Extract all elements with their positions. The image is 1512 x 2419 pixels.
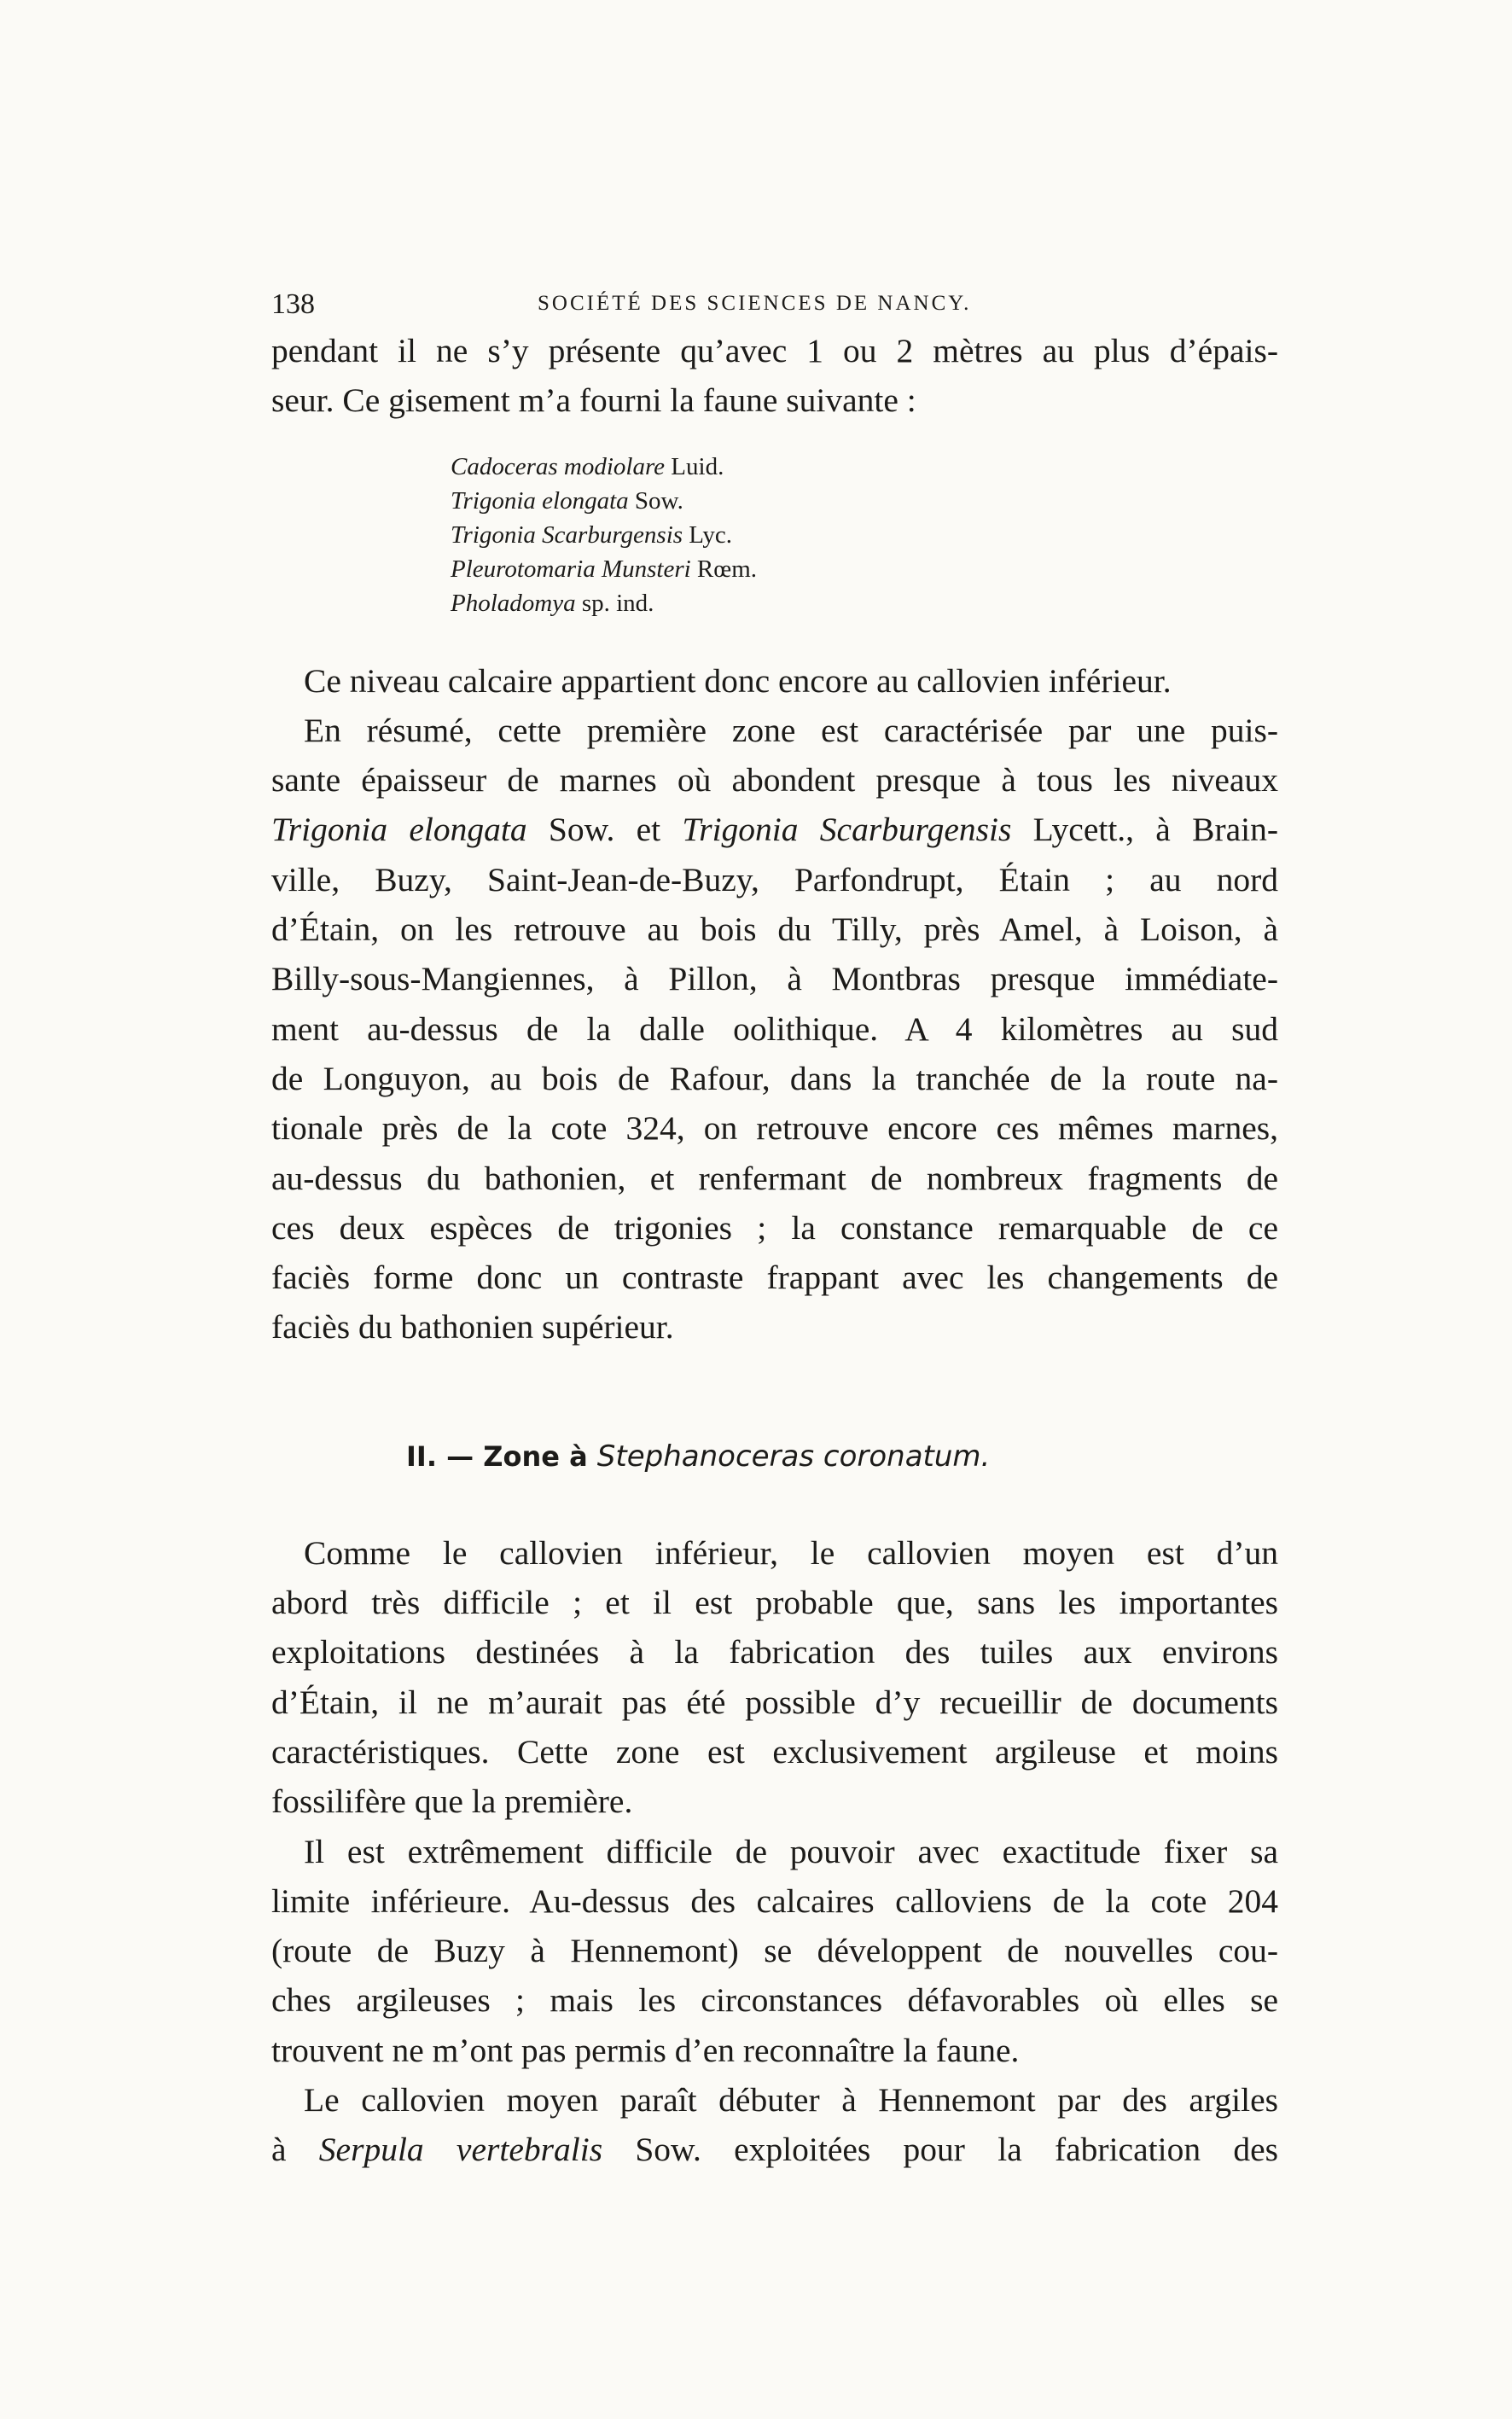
taxon-italic: Trigonia Scarburgensis	[682, 811, 1012, 849]
text-line: Comme le callovien inférieur, le callovien moyen est d’un	[304, 1533, 1278, 1572]
text-line	[271, 2125, 1278, 2174]
text-line: ment au-dessus de la dalle oolithique. A 4 kilomètres au sud	[271, 1009, 1278, 1048]
text-line: En résumé, cette première zone est caractérisée par une puis-	[304, 711, 1278, 749]
paragraph-conclusion	[271, 656, 1278, 706]
text-line: trouvent ne m’ont pas permis d’en reconnaître la faune.	[271, 2031, 1020, 2069]
species-item	[451, 552, 1278, 586]
text-line: limite inférieure. Au-dessus des calcaires calloviens de la cote 204	[271, 1881, 1278, 1920]
paragraph-lower-limit	[271, 1827, 1278, 2075]
taxon-italic: Serpula vertebralis	[318, 2131, 603, 2169]
species-item	[451, 518, 1278, 552]
species-name: Trigonia Scarburgensis	[451, 520, 683, 549]
species-author: sp. ind.	[581, 589, 654, 617]
paragraph-middle-callovian	[271, 1528, 1278, 1827]
section-number: II. — Zone à	[406, 1439, 597, 1473]
book-page	[271, 288, 1278, 2175]
taxon-italic: Trigonia elongata	[271, 811, 527, 849]
text-line: faciès du bathonien supérieur.	[271, 1308, 674, 1346]
page-number: 138	[271, 288, 315, 320]
text-line: faciès forme donc un contraste frappant avec les changements de	[271, 1259, 1278, 1297]
intro-paragraph	[271, 326, 1278, 426]
paragraph-summary	[271, 706, 1278, 1352]
species-item	[451, 450, 1278, 484]
text-line: sante épaisseur de marnes où abondent presque à tous les niveaux	[271, 761, 1278, 800]
species-name: Pholadomya	[451, 589, 576, 617]
text-line: exploitations destinées à la fabrication des tuiles aux environs	[271, 1633, 1278, 1672]
text-line: pendant il ne s’y présente qu’avec 1 ou 2 mètres au plus d’épais-	[271, 332, 1278, 369]
text-line: Billy-sous-Mangiennes, à Pillon, à Montbras presque immédiate-	[271, 960, 1278, 998]
journal-title: SOCIÉTÉ DES SCIENCES DE NANCY.	[538, 292, 972, 315]
text-line: tionale près de la cote 324, on retrouve encore ces mêmes marnes,	[271, 1109, 1278, 1148]
species-author: Lyc.	[689, 520, 733, 549]
text-fragment: Sow. et	[526, 811, 683, 849]
running-head	[271, 288, 1278, 326]
text-fragment: à	[271, 2131, 319, 2169]
species-name: Pleurotomaria Munsteri	[451, 555, 691, 583]
text-line: ches argileuses ; mais les circonstances défavorables où elles se	[271, 1981, 1278, 2020]
species-item	[451, 586, 1278, 620]
text-line: caractéristiques. Cette zone est exclusivement argileuse et moins	[271, 1732, 1278, 1771]
text-fragment: Sow. exploitées pour la fabrication des	[602, 2131, 1278, 2169]
section-heading	[271, 1438, 1278, 1474]
species-author: Sow.	[634, 486, 683, 515]
text-line: ces deux espèces de trigonies ; la constance remarquable de ce	[271, 1208, 1278, 1247]
text-line: Ce niveau calcaire appartient donc encore au callovien inférieur.	[304, 661, 1172, 700]
text-line: ville, Buzy, Saint-Jean-de-Buzy, Parfondrupt, Étain ; au nord	[271, 860, 1278, 898]
text-line: fossilifère que la première.	[271, 1782, 633, 1821]
text-line: Il est extrêmement difficile de pouvoir avec exactitude fixer sa	[304, 1832, 1278, 1870]
paragraph-hennemont	[271, 2075, 1278, 2175]
species-list	[451, 450, 1278, 620]
species-author: Rœm.	[696, 555, 758, 583]
species-item	[451, 484, 1278, 518]
text-line: (route de Buzy à Hennemont) se développent de nouvelles cou-	[271, 1932, 1278, 1970]
text-line: de Longuyon, au bois de Rafour, dans la tranchée de la route na-	[271, 1059, 1278, 1097]
text-line: abord très difficile ; et il est probable que, sans les importantes	[271, 1584, 1278, 1622]
text-line: d’Étain, il ne m’aurait pas été possible d’y recueillir de documents	[271, 1683, 1278, 1721]
text-line: au-dessus du bathonien, et renfermant de nombreux fragments de	[271, 1159, 1278, 1197]
section-taxon: Stephanoceras coronatum.	[596, 1439, 991, 1474]
species-author: Luid.	[671, 452, 724, 480]
text-line: seur. Ce gisement m’a fourni la faune suivante :	[271, 381, 916, 420]
species-name: Trigonia elongata	[451, 486, 629, 515]
text-line: d’Étain, on les retrouve au bois du Tilly, près Amel, à Loison, à	[271, 910, 1278, 949]
text-line	[271, 805, 1278, 854]
text-line: Le callovien moyen paraît débuter à Hennemont par des argiles	[304, 2081, 1278, 2120]
text-fragment: Lycett., à Brain-	[1011, 811, 1279, 849]
species-name: Cadoceras modiolare	[451, 452, 666, 480]
